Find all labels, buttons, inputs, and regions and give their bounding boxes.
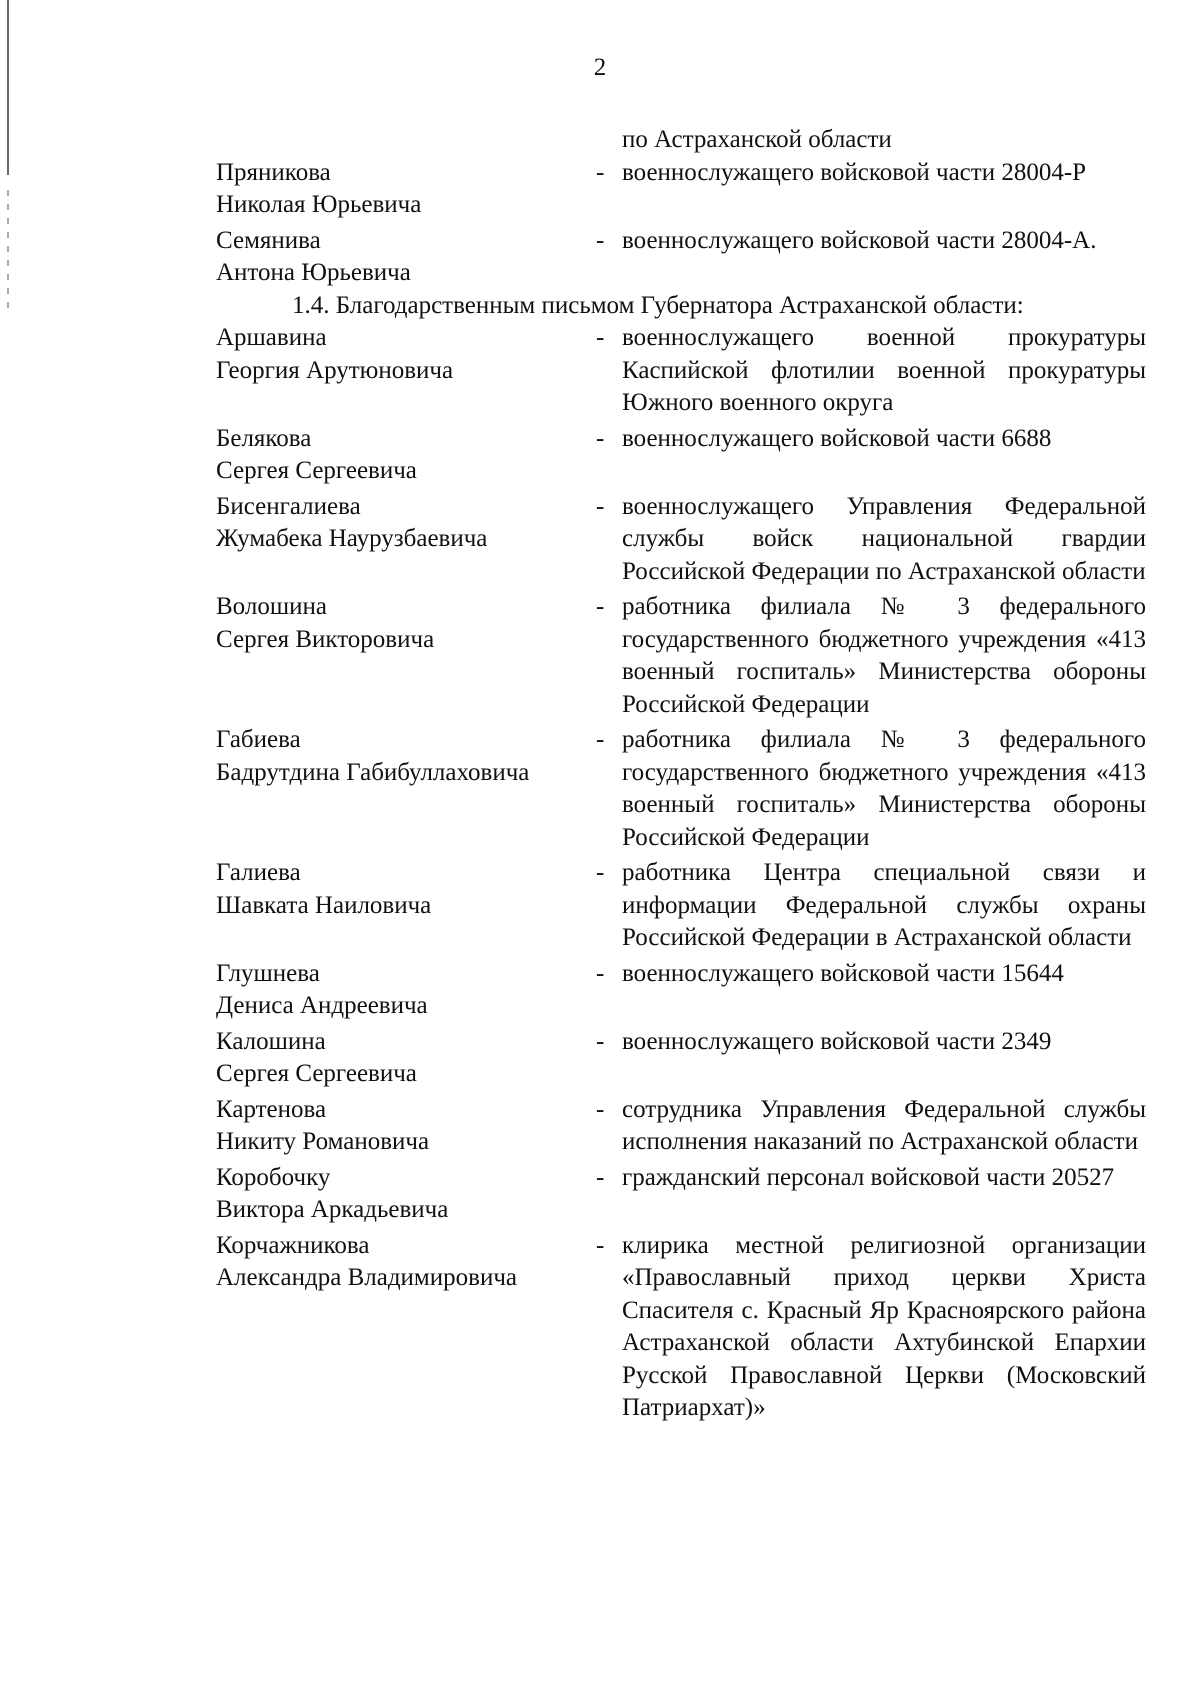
list-item (216, 1026, 1146, 1091)
person-surname: Семянива (216, 226, 321, 254)
list-item (216, 1162, 1146, 1227)
entry-dash: - (596, 1231, 605, 1259)
entry-dash: - (596, 324, 605, 351)
person-description: клирика местной религиозной организации «Православный приход церкви Христа Спасителя с. Красный Яр Красноярского района Астраханской области Ахтубинской Епархии Русской Православной Церкви (Московский Патриархат)» (622, 1231, 1146, 1421)
person-given-names: Антона Юрьевича (216, 259, 411, 286)
person-name (216, 724, 596, 789)
person-name (216, 423, 596, 488)
person-description: работника филиала № 3 федерального государственного бюджетного учреждения «413 военный госпиталь» Министерства обороны Российской Федерации (622, 593, 1146, 718)
entry-dash: - (596, 492, 605, 520)
person-description: военнослужащего войсковой части 2349 (622, 1027, 1052, 1055)
entry-dash: - (596, 1027, 605, 1055)
person-description: военнослужащего войсковой части 6688 (622, 424, 1052, 452)
list-item (216, 1230, 1146, 1425)
person-description: сотрудника Управления Федеральной службы исполнения наказаний по Астраханской области (622, 1095, 1146, 1155)
entry-dash: - (596, 859, 605, 886)
person-surname: Пряникова (216, 158, 331, 186)
person-description: военнослужащего военной прокуратуры Каспийской флотилии военной прокуратуры Южного военного округа (622, 324, 1146, 416)
person-name (216, 225, 596, 290)
section-heading: 1.4. Благодарственным письмом Губернатора Астраханской области: (292, 291, 1024, 319)
person-description: военнослужащего войсковой части 15644 (622, 959, 1064, 987)
list-item (216, 857, 1146, 955)
person-surname: Волошина (216, 593, 327, 620)
person-description: гражданский персонал войсковой части 20527 (622, 1163, 1115, 1191)
person-name (216, 491, 596, 556)
person-name (216, 1094, 596, 1159)
entry-dash: - (596, 959, 605, 987)
entry-dash: - (596, 593, 605, 620)
person-surname: Картенова (216, 1095, 327, 1123)
person-given-names: Никиту Романовича (216, 1128, 430, 1155)
person-surname: Галиева (216, 859, 301, 886)
person-surname: Коробочку (216, 1163, 331, 1191)
entry-dash: - (596, 424, 605, 452)
person-name (216, 322, 596, 387)
person-name (216, 958, 596, 1023)
list-item (216, 1094, 1146, 1159)
person-given-names: Бадрутдина Габибуллаховича (216, 758, 530, 786)
entries-list (216, 322, 1146, 1425)
person-name (216, 157, 596, 222)
person-name (216, 1026, 596, 1091)
person-name (216, 857, 596, 922)
entry-dash: - (596, 158, 605, 186)
entry-dash: - (596, 226, 605, 254)
person-given-names: Николая Юрьевича (216, 191, 422, 218)
person-name (216, 1162, 596, 1227)
scan-edge-line (7, 0, 9, 175)
list-item (216, 491, 1146, 589)
scan-edge-dashes (7, 190, 9, 310)
document-body (216, 124, 1146, 1425)
person-given-names: Дениса Андреевича (216, 992, 428, 1019)
person-surname: Белякова (216, 424, 312, 452)
person-given-names: Александра Владимировича (216, 1264, 517, 1291)
person-given-names: Сергея Викторовича (216, 625, 435, 653)
list-item (216, 423, 1146, 488)
entry-dash: - (596, 1095, 605, 1123)
person-given-names: Сергея Сергеевича (216, 1060, 417, 1087)
person-name (216, 1230, 596, 1295)
continuation-line: по Астраханской области (622, 126, 892, 153)
person-given-names: Виктора Аркадьевича (216, 1196, 449, 1223)
person-description: работника Центра специальной связи и информации Федеральной службы охраны Российской Федерации в Астраханской области (622, 859, 1146, 951)
list-item (216, 724, 1146, 854)
list-item (216, 225, 1146, 290)
entry-dash: - (596, 726, 605, 753)
person-surname: Аршавина (216, 324, 327, 351)
person-given-names: Георгия Арутюновича (216, 356, 454, 384)
entry-dash: - (596, 1163, 605, 1191)
person-surname: Корчажникова (216, 1231, 370, 1259)
list-item (216, 591, 1146, 721)
list-item (216, 958, 1146, 1023)
page-number: 2 (593, 54, 607, 81)
person-surname: Глушнева (216, 959, 320, 987)
person-description: военнослужащего Управления Федеральной службы войск национальной гвардии Российской Федерации по Астраханской области (622, 492, 1146, 585)
entries-list-top (216, 157, 1146, 290)
person-description: военнослужащего войсковой части 28004-Р (622, 158, 1087, 186)
person-given-names: Жумабека Наурузбаевича (216, 525, 488, 552)
list-item (216, 322, 1146, 420)
person-name (216, 591, 596, 656)
person-description: работника филиала № 3 федерального государственного бюджетного учреждения «413 военный госпиталь» Министерства обороны Российской Федерации (622, 726, 1146, 851)
person-given-names: Сергея Сергеевича (216, 457, 417, 484)
person-surname: Габиева (216, 726, 301, 753)
person-surname: Калошина (216, 1027, 326, 1055)
person-given-names: Шавката Наиловича (216, 891, 432, 919)
list-item (216, 157, 1146, 222)
person-surname: Бисенгалиева (216, 492, 361, 520)
person-description: военнослужащего войсковой части 28004-А. (622, 226, 1097, 254)
